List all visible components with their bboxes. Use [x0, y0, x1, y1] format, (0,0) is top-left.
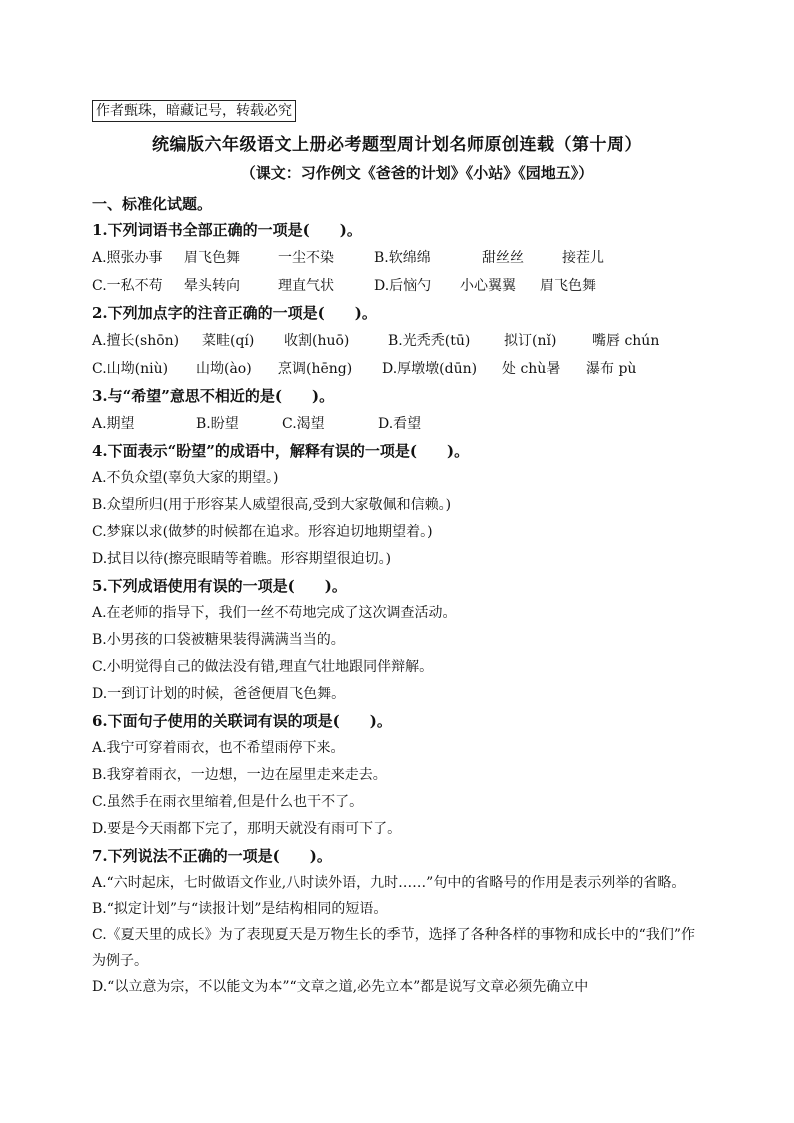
option-text: C.渴望 — [282, 416, 325, 432]
option-text: 眉飞色舞 — [184, 250, 240, 266]
question-1-options-cd — [92, 272, 707, 300]
copyright-notice: 作者甄珠，暗藏记号，转载必究 — [92, 100, 296, 122]
option-text: D.拭目以待(擦亮眼睛等着瞧。形容期望很迫切。) — [92, 551, 392, 567]
option-text: 理直气状 — [278, 278, 334, 294]
section-heading: 一、标准化试题。 — [92, 195, 213, 213]
option-text: B.盼望 — [196, 416, 239, 432]
option-text: B.光秃秃(tū) — [388, 333, 471, 349]
page-title: 统编版六年级语文上册必考题型周计划名师原创连载（第十周） — [152, 135, 642, 155]
option-text: 眉飞色舞 — [540, 278, 596, 294]
question-2-options-ab — [92, 327, 707, 355]
option-text: 瀑布 pù — [586, 361, 637, 377]
option-text: C.虽然手在雨衣里缩着,但是什么也干不了。 — [92, 794, 364, 810]
question-2-options-cd — [92, 355, 707, 383]
option-text: D.要是今天雨都下完了，那明天就没有雨可下了。 — [92, 821, 402, 837]
option-text: D.“以立意为宗，不以能文为本”“文章之道,必先立本”都是说写文章必须先确立中 — [92, 979, 589, 995]
option-text: C.《夏天里的成长》为了表现夏天是万物生长的季节，选择了各种各样的事物和成长中的“我们”作为例子。 — [92, 927, 695, 969]
option-text: 菜畦(qí) — [202, 333, 255, 349]
option-text: A.照张办事 — [92, 250, 163, 266]
option-text: D.后恼勺 — [374, 278, 432, 294]
option-text: D.厚墩墩(dūn) — [382, 361, 478, 377]
option-text: 拟订(nǐ) — [504, 333, 557, 349]
option-text: C.小明觉得自己的做法没有错,理直气壮地跟同伴辩解。 — [92, 659, 434, 675]
option-text: B.我穿着雨衣，一边想，一边在屋里走来走去。 — [92, 767, 387, 783]
option-text: B.“拟定计划”与“读报计划”是结构相同的短语。 — [92, 901, 388, 917]
option-text: C.一私不苟 — [92, 278, 163, 294]
option-text: 山坳(ào) — [196, 361, 252, 377]
option-text: 甜丝丝 — [482, 250, 524, 266]
page-subtitle: （课文：习作例文《爸爸的计划》《小站》《园地五》） — [240, 164, 594, 182]
question-1-stem: 1.下列词语书全部正确的一项是( )。 — [92, 221, 362, 239]
question-5-stem: 5.下列成语使用有误的一项是( )。 — [92, 577, 347, 595]
option-text: 晕头转向 — [184, 278, 240, 294]
option-text: 一尘不染 — [278, 250, 334, 266]
question-2-stem: 2.下列加点字的注音正确的一项是( )。 — [92, 304, 377, 322]
question-6-stem: 6.下面句子使用的关联词有误的项是( )。 — [92, 712, 392, 730]
option-text: A.期望 — [92, 416, 135, 432]
option-text: B.众望所归(用于形容某人威望很高,受到大家敬佩和信赖。) — [92, 497, 452, 513]
option-text: 嘴唇 chún — [592, 333, 660, 349]
option-text: A.在老师的指导下，我们一丝不苟地完成了这次调查活动。 — [92, 605, 457, 621]
question-4-stem: 4.下面表示“盼望”的成语中，解释有误的一项是( )。 — [92, 442, 470, 460]
option-text: C.山坳(niù) — [92, 361, 169, 377]
option-text: C.梦寐以求(做梦的时候都在追求。形容迫切地期望着。) — [92, 524, 433, 540]
option-text: 烹调(hēng) — [278, 361, 353, 377]
option-text: A.“六时起床，七时做语文作业,八时读外语，九时……”句中的省略号的作用是表示列举的省略。 — [92, 875, 686, 891]
option-text: 接茬儿 — [562, 250, 604, 266]
question-3-options — [92, 410, 707, 438]
option-text: B.小男孩的口袋被糖果装得满满当当的。 — [92, 632, 345, 648]
question-7-stem: 7.下列说法不正确的一项是( )。 — [92, 847, 332, 865]
option-text: D.一到订计划的时候，爸爸便眉飞色舞。 — [92, 686, 346, 702]
option-text: D.看望 — [378, 416, 422, 432]
option-text: A.不负众望(辜负大家的期望。) — [92, 470, 279, 486]
option-text: A.擅长(shōn) — [92, 333, 180, 349]
option-text: A.我宁可穿着雨衣，也不希望雨停下来。 — [92, 740, 345, 756]
option-text: B.软绵绵 — [374, 250, 431, 266]
question-list — [92, 191, 707, 1000]
option-text: 处 chù暑 — [502, 361, 561, 377]
question-3-stem: 3.与“希望”意思不相近的是( )。 — [92, 387, 335, 405]
option-text: 小心翼翼 — [460, 278, 516, 294]
option-text: 收割(huō) — [284, 333, 350, 349]
question-1-options-ab — [92, 244, 707, 272]
